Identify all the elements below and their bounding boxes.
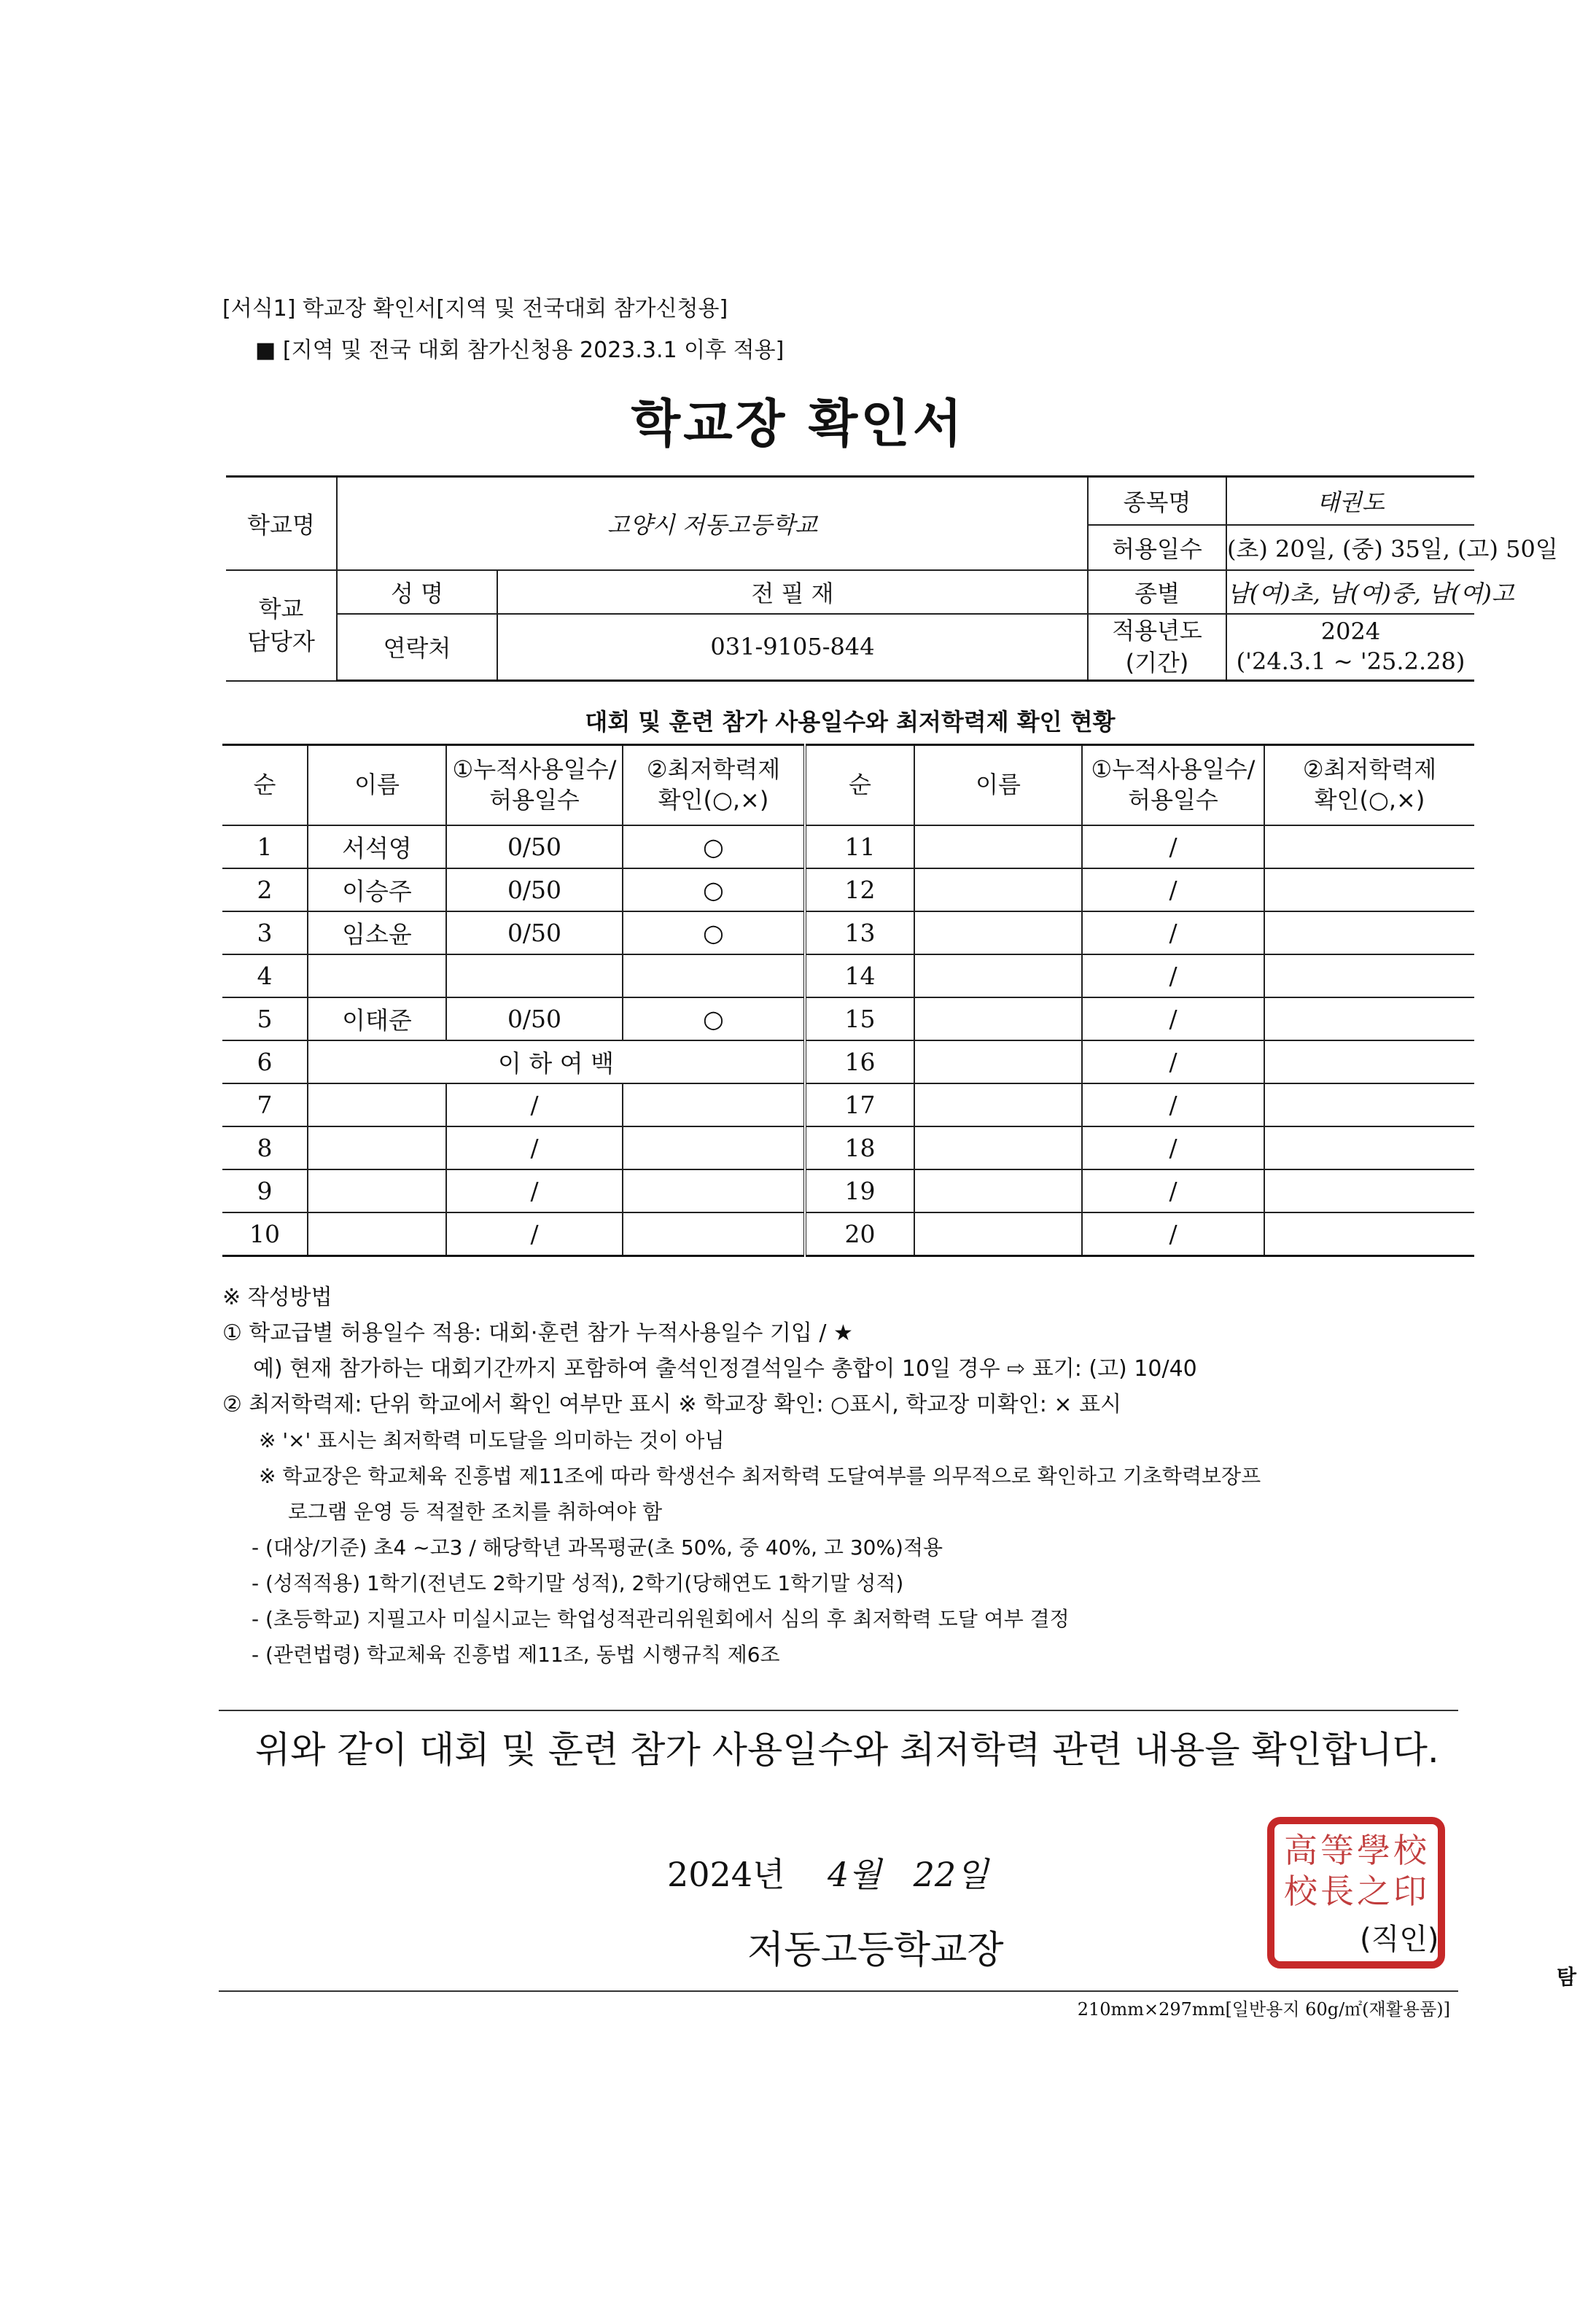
- academic-check: [1264, 825, 1474, 868]
- student-name: [914, 825, 1082, 868]
- student-name: [308, 954, 446, 997]
- merged-note: 이 하 여 백: [308, 1040, 805, 1083]
- row-number: 19: [805, 1169, 914, 1212]
- row-number: 11: [805, 825, 914, 868]
- days-used: /: [1082, 868, 1264, 911]
- col-check-right: ②최저학력제 확인(○,×): [1264, 745, 1474, 826]
- row-number: 5: [222, 997, 308, 1040]
- col-days-right: ①누적사용일수/ 허용일수: [1082, 745, 1264, 826]
- student-name: [914, 997, 1082, 1040]
- status-row: [222, 954, 1474, 997]
- row-number: 13: [805, 911, 914, 954]
- instruction-item-1: ① 학교급별 허용일수 적용: 대회·훈련 참가 누적사용일수 기입 / ★: [222, 1320, 853, 1346]
- manager-name: 전 필 재: [497, 570, 1088, 614]
- academic-check: [623, 1212, 805, 1256]
- student-name: [914, 954, 1082, 997]
- divider-bottom: [219, 1990, 1458, 1992]
- student-name: [914, 868, 1082, 911]
- contact-label: 연락처: [337, 614, 497, 681]
- row-number: 15: [805, 997, 914, 1040]
- seal-text: 高等學校 校長之印: [1284, 1831, 1430, 1911]
- academic-check: [623, 954, 805, 997]
- days-used: 0/50: [446, 825, 623, 868]
- academic-check: [1264, 1212, 1474, 1256]
- days-used: 0/50: [446, 911, 623, 954]
- divider-top: [219, 1710, 1458, 1711]
- status-heading: 대회 및 훈련 참가 사용일수와 최저학력제 확인 현황: [585, 708, 1116, 736]
- student-name: [308, 1212, 446, 1256]
- student-name: [308, 1169, 446, 1212]
- student-name: [914, 1169, 1082, 1212]
- academic-check: [1264, 997, 1474, 1040]
- academic-check: [1264, 1040, 1474, 1083]
- row-number: 1: [222, 825, 308, 868]
- col-name-right: 이름: [914, 745, 1082, 826]
- student-name: [308, 1126, 446, 1169]
- edge-text: 탐: [1557, 1965, 1577, 1989]
- row-number: 3: [222, 911, 308, 954]
- academic-check: [1264, 1083, 1474, 1126]
- status-row: [222, 1040, 1474, 1083]
- instruction-item-1-example: 예) 현재 참가하는 대회기간까지 포함하여 출석인정결석일수 총합이 10일 경우 ⇨ 표기: (고) 10/40: [253, 1356, 1197, 1382]
- academic-check: ○: [623, 997, 805, 1040]
- student-name: [914, 1040, 1082, 1083]
- academic-check: ○: [623, 825, 805, 868]
- row-number: 2: [222, 868, 308, 911]
- name-label: 성 명: [337, 570, 497, 614]
- instruction-bullet-3: - (초등학교) 지필고사 미실시교는 학업성적관리위원회에서 심의 후 최저학력 도달 여부 결정: [252, 1607, 1070, 1631]
- form-label: [서식1] 학교장 확인서[지역 및 전국대회 참가신청용]: [222, 296, 728, 322]
- instructions-heading: ※ 작성방법: [222, 1285, 332, 1310]
- days-used: /: [446, 1169, 623, 1212]
- col-order-left: 순: [222, 745, 308, 826]
- row-number: 16: [805, 1040, 914, 1083]
- status-row: [222, 1212, 1474, 1256]
- student-name: [914, 1083, 1082, 1126]
- status-table: [222, 744, 1474, 1257]
- school-name: 고양시 저동고등학교: [337, 477, 1088, 570]
- status-row: [222, 911, 1474, 954]
- info-table: [226, 475, 1558, 682]
- status-row: [222, 997, 1474, 1040]
- applied-year: 2024: [1320, 617, 1381, 645]
- date-day: 22일: [913, 1855, 989, 1894]
- category-label: 종별: [1088, 570, 1226, 614]
- status-row: [222, 1083, 1474, 1126]
- paper-spec: 210mm×297mm[일반용지 60g/㎡(재활용품)]: [1077, 1999, 1450, 2020]
- scope-note: ■ [지역 및 전국 대회 참가신청용 2023.3.1 이후 적용]: [255, 338, 785, 363]
- col-check-left: ②최저학력제 확인(○,×): [623, 745, 805, 826]
- instruction-bullet-2: - (성적적용) 1학기(전년도 2학기말 성적), 2학기(당해연도 1학기말 성적): [252, 1571, 904, 1595]
- instruction-note-2b: 로그램 운영 등 적절한 조치를 취하여야 함: [288, 1500, 663, 1524]
- instruction-item-2: ② 최저학력제: 단위 학교에서 확인 여부만 표시 ※ 학교장 확인: ○표시, 학교장 미확인: × 표시: [222, 1392, 1122, 1417]
- status-row: [222, 868, 1474, 911]
- days-used: /: [1082, 1126, 1264, 1169]
- days-used: /: [1082, 1169, 1264, 1212]
- days-used: /: [1082, 1212, 1264, 1256]
- row-number: 4: [222, 954, 308, 997]
- instruction-bullet-1: - (대상/기준) 초4 ~고3 / 해당학년 과목평균(초 50%, 중 40%, 고 30%)적용: [252, 1535, 943, 1560]
- days-used: [446, 954, 623, 997]
- days-used: /: [1082, 911, 1264, 954]
- row-number: 14: [805, 954, 914, 997]
- confirmation-date: [667, 1848, 989, 1896]
- student-name: [914, 1126, 1082, 1169]
- manager-label: 학교 담당자: [226, 570, 337, 681]
- days-used: /: [446, 1083, 623, 1126]
- days-used: /: [446, 1126, 623, 1169]
- student-name: [308, 1083, 446, 1126]
- days-used: 0/50: [446, 868, 623, 911]
- student-name: [914, 1212, 1082, 1256]
- days-used: /: [1082, 1040, 1264, 1083]
- sport: 태권도: [1226, 477, 1474, 525]
- academic-check: [623, 1126, 805, 1169]
- school-name-label: 학교명: [226, 477, 337, 570]
- col-name-left: 이름: [308, 745, 446, 826]
- row-number: 7: [222, 1083, 308, 1126]
- student-name: 임소윤: [308, 911, 446, 954]
- status-row: [222, 1169, 1474, 1212]
- instruction-note-2a: ※ 학교장은 학교체육 진흥법 제11조에 따라 학생선수 최저학력 도달여부를 의무적으로 확인하고 기초학력보장프: [259, 1464, 1261, 1488]
- academic-check: [623, 1083, 805, 1126]
- row-number: 9: [222, 1169, 308, 1212]
- row-number: 6: [222, 1040, 308, 1083]
- col-order-right: 순: [805, 745, 914, 826]
- academic-check: [1264, 911, 1474, 954]
- days-used: /: [1082, 1083, 1264, 1126]
- row-number: 10: [222, 1212, 308, 1256]
- days-used: /: [1082, 954, 1264, 997]
- academic-check: [1264, 1169, 1474, 1212]
- academic-check: [1264, 868, 1474, 911]
- sport-label: 종목명: [1088, 477, 1226, 525]
- academic-check: ○: [623, 911, 805, 954]
- instruction-note-1: ※ '×' 표시는 최저학력 미도달을 의미하는 것이 아님: [259, 1428, 725, 1452]
- academic-check: [623, 1169, 805, 1212]
- row-number: 17: [805, 1083, 914, 1126]
- days-used: /: [446, 1212, 623, 1256]
- row-number: 20: [805, 1212, 914, 1256]
- academic-check: ○: [623, 868, 805, 911]
- student-name: 이태준: [308, 997, 446, 1040]
- row-number: 12: [805, 868, 914, 911]
- principal-name: 저동고등학교장: [747, 1928, 1004, 1972]
- category: 남(여)초, 남(여)중, 남(여)고: [1226, 570, 1474, 614]
- contact: 031-9105-844: [497, 614, 1088, 681]
- days-used: /: [1082, 825, 1264, 868]
- date-year: 2024년: [667, 1855, 785, 1894]
- col-days-left: ①누적사용일수/ 허용일수: [446, 745, 623, 826]
- year-label: 적용년도 (기간): [1088, 614, 1226, 681]
- student-name: 서석영: [308, 825, 446, 868]
- instructions: [222, 1280, 1476, 1673]
- academic-check: [1264, 1126, 1474, 1169]
- instruction-bullet-4: - (관련법령) 학교체육 진흥법 제11조, 동법 시행규칙 제6조: [252, 1643, 780, 1667]
- student-name: 이승주: [308, 868, 446, 911]
- confirmation-statement: 위와 같이 대회 및 훈련 참가 사용일수와 최저학력 관련 내용을 확인합니다.: [255, 1729, 1439, 1771]
- allowed-days-label: 허용일수: [1088, 525, 1226, 570]
- document-title: 학교장 확인서: [631, 394, 965, 453]
- status-row: [222, 1126, 1474, 1169]
- days-used: /: [1082, 997, 1264, 1040]
- academic-check: [1264, 954, 1474, 997]
- allowed-days: (초) 20일, (중) 35일, (고) 50일: [1226, 525, 1474, 570]
- student-name: [914, 911, 1082, 954]
- row-number: 8: [222, 1126, 308, 1169]
- date-month: 4월: [828, 1855, 881, 1894]
- days-used: 0/50: [446, 997, 623, 1040]
- status-row: [222, 825, 1474, 868]
- row-number: 18: [805, 1126, 914, 1169]
- applied-period: ('24.3.1 ~ '25.2.28): [1236, 647, 1465, 676]
- seal-mark: (직인): [1360, 1923, 1439, 1956]
